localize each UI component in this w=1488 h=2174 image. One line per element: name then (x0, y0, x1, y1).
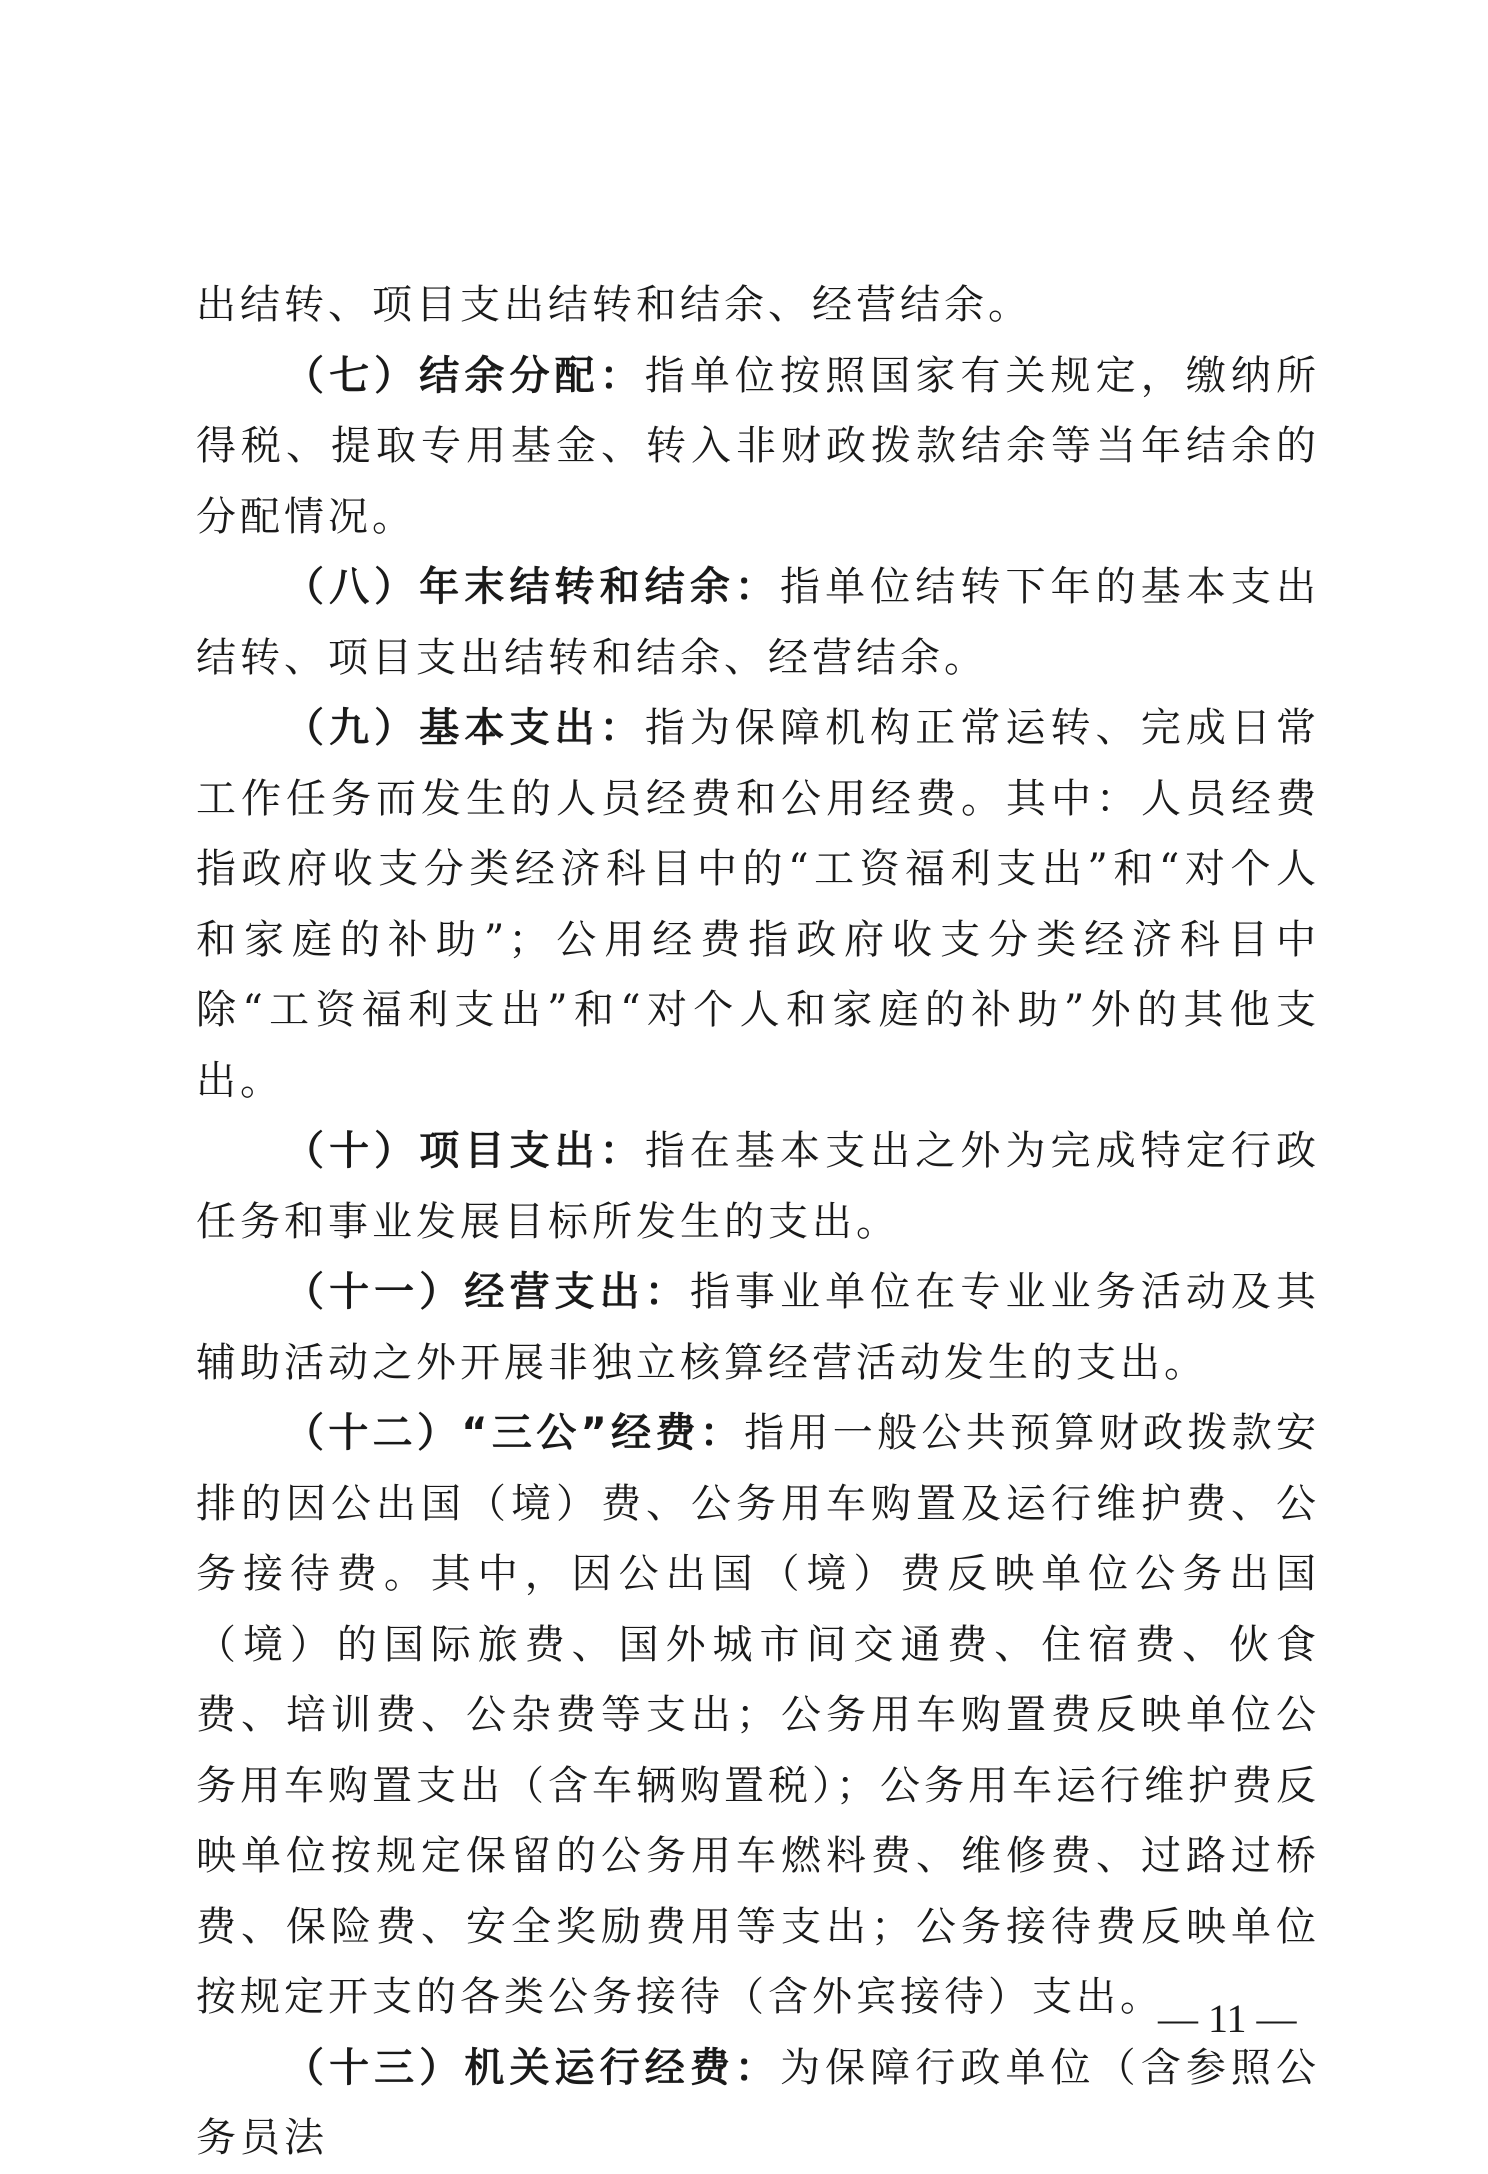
paragraph-text: 指单位按照国家有关规定，缴纳所得税、提取专用基金、转入非财政拨款结余等当年结余的分配情况。 (196, 352, 1321, 540)
paragraph-9 (196, 693, 1320, 1116)
body-text (196, 270, 1320, 2174)
paragraph-12 (196, 1398, 1320, 2033)
term-heading: （八）年末结转和结余： (284, 564, 780, 610)
term-heading: （十二）“三公”经费： (284, 1410, 745, 1456)
term-heading: （十）项目支出： (284, 1128, 645, 1174)
paragraph-text: 为保障行政单位（含参照公务员法 (196, 2044, 1320, 2161)
paragraph-text: 指事业单位在专业业务活动及其辅助活动之外开展非独立核算经营活动发生的支出。 (196, 1269, 1321, 1386)
paragraph-10 (196, 1116, 1320, 1257)
paragraph-text: 指单位结转下年的基本支出结转、项目支出结转和结余、经营结余。 (196, 564, 1320, 681)
paragraph-text: 指在基本支出之外为完成特定行政任务和事业发展目标所发生的支出。 (196, 1128, 1321, 1245)
paragraph-text: 出结转、项目支出结转和结余、经营结余。 (196, 282, 1032, 328)
paragraph-8 (196, 552, 1320, 693)
continuation-paragraph (196, 270, 1320, 341)
paragraph-text: 指用一般公共预算财政拨款安排的因公出国（境）费、公务用车购置及运行维护费、公务接待费。其中，因公出国（境）费反映单位公务出国（境）的国际旅费、国外城市间交通费、住宿费、伙食费、培训费、公杂费等支出；公务用车购置费反映单位公务用车购置支出（含车辆购置税）；公务用车运行维护费反映单位按规定保留的公务用车燃料费、维修费、过路过桥费、保险费、安全奖励费用等支出；公务接待费反映单位按规定开支的各类公务接待（含外宾接待）支出。 (196, 1410, 1321, 2020)
paragraph-text: 指为保障机构正常运转、完成日常工作任务而发生的人员经费和公用经费。其中：人员经费指政府收支分类经济科目中的“工资福利支出”和“对个人和家庭的补助”；公用经费指政府收支分类经济科目中除“工资福利支出”和“对个人和家庭的补助”外的其他支出。 (196, 705, 1321, 1104)
page-number: — 11 — (1158, 1996, 1297, 2041)
term-heading: （十一）经营支出： (284, 1269, 690, 1315)
term-heading: （九）基本支出： (284, 705, 645, 751)
paragraph-7 (196, 341, 1320, 553)
term-heading: （十三）机关运行经费： (284, 2044, 780, 2091)
paragraph-13 (196, 2033, 1320, 2174)
paragraph-11 (196, 1257, 1320, 1398)
term-heading: （七）结余分配： (284, 352, 645, 399)
